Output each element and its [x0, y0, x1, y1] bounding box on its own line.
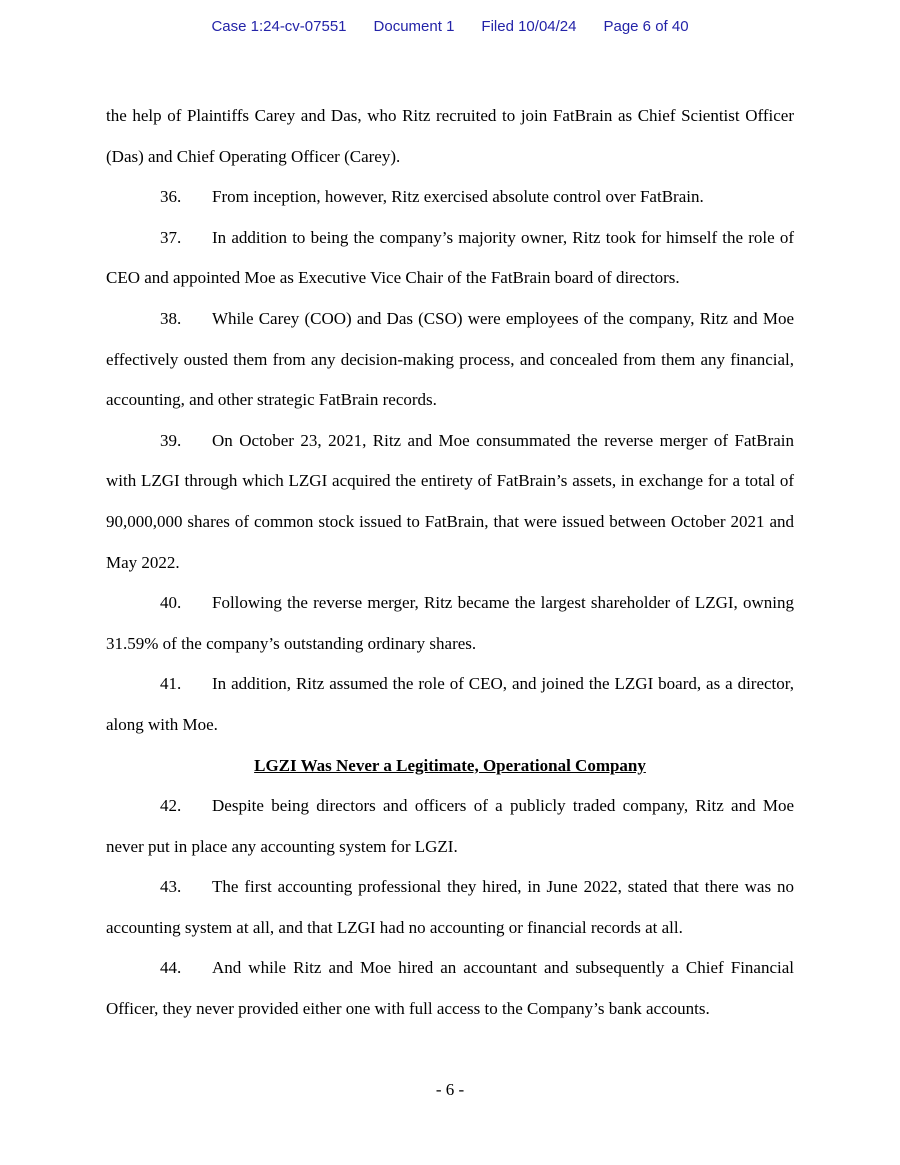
paragraph-continuation: the help of Plaintiffs Carey and Das, who Ritz recruited to join FatBrain as Chief Scientist Officer (Das) and Chief Operating Officer (Carey).	[106, 106, 794, 166]
paragraph-40	[106, 583, 794, 664]
document-body	[106, 96, 794, 1030]
paragraph-number: 40.	[160, 593, 182, 613]
section-heading	[106, 746, 794, 787]
paragraph-text: The first accounting professional they hired, in June 2022, stated that there was no accounting system at all, and that LZGI had no accounting or financial records at all.	[106, 877, 794, 937]
paragraph-number: 37.	[160, 227, 182, 247]
paragraph-36	[106, 177, 794, 218]
paragraph-37	[106, 218, 794, 299]
paragraph-number: 39.	[160, 430, 182, 450]
paragraph-number: 44.	[160, 958, 182, 978]
paragraph-41	[106, 664, 794, 745]
document-number: Document 1	[373, 18, 455, 35]
paragraph-text: Despite being directors and officers of a publicly traded company, Ritz and Moe never put in place any accounting system for LGZI.	[106, 796, 794, 856]
paragraph-text: In addition, Ritz assumed the role of CEO, and joined the LZGI board, as a director, along with Moe.	[106, 674, 794, 734]
case-number: Case 1:24-cv-07551	[211, 18, 347, 35]
section-heading-text: LGZI Was Never a Legitimate, Operational Company	[254, 755, 646, 775]
paragraph-text: From inception, however, Ritz exercised absolute control over FatBrain.	[212, 187, 704, 207]
paragraph-text: Following the reverse merger, Ritz became the largest shareholder of LZGI, owning 31.59% of the company’s outstanding ordinary shares.	[106, 593, 794, 653]
paragraph-text: On October 23, 2021, Ritz and Moe consummated the reverse merger of FatBrain with LZGI through which LZGI acquired the entirety of FatBrain’s assets, in exchange for a total of 90,000,000 shares of common stock issued to FatBrain, that were issued between October 2021 and May 2022.	[106, 430, 794, 572]
paragraph-number: 42.	[160, 796, 182, 816]
paragraph-number: 41.	[160, 674, 182, 694]
paragraph-43	[106, 867, 794, 948]
paragraph-number: 36.	[160, 187, 182, 207]
paragraph-number: 43.	[160, 877, 182, 897]
paragraph-39	[106, 421, 794, 583]
paragraph-42	[106, 786, 794, 867]
page-number-footer: - 6 -	[435, 1080, 465, 1099]
paragraph-44	[106, 948, 794, 1029]
paragraph-text: And while Ritz and Moe hired an accountant and subsequently a Chief Financial Officer, they never provided either one with full access to the Company’s bank accounts.	[106, 958, 794, 1019]
paragraph-number: 38.	[160, 308, 182, 328]
paragraph-text: While Carey (COO) and Das (CSO) were employees of the company, Ritz and Moe effectively ousted them from any decision-making process, and concealed from them any financial, accounting, and other strategic FatBrain records.	[106, 308, 794, 410]
paragraph-text: In addition to being the company’s majority owner, Ritz took for himself the role of CEO and appointed Moe as Executive Vice Chair of the FatBrain board of directors.	[106, 227, 794, 288]
ecf-stamp-header	[0, 18, 900, 35]
filed-date: Filed 10/04/24	[481, 18, 577, 35]
paragraph-38	[106, 299, 794, 421]
page-of-count: Page 6 of 40	[603, 18, 689, 35]
